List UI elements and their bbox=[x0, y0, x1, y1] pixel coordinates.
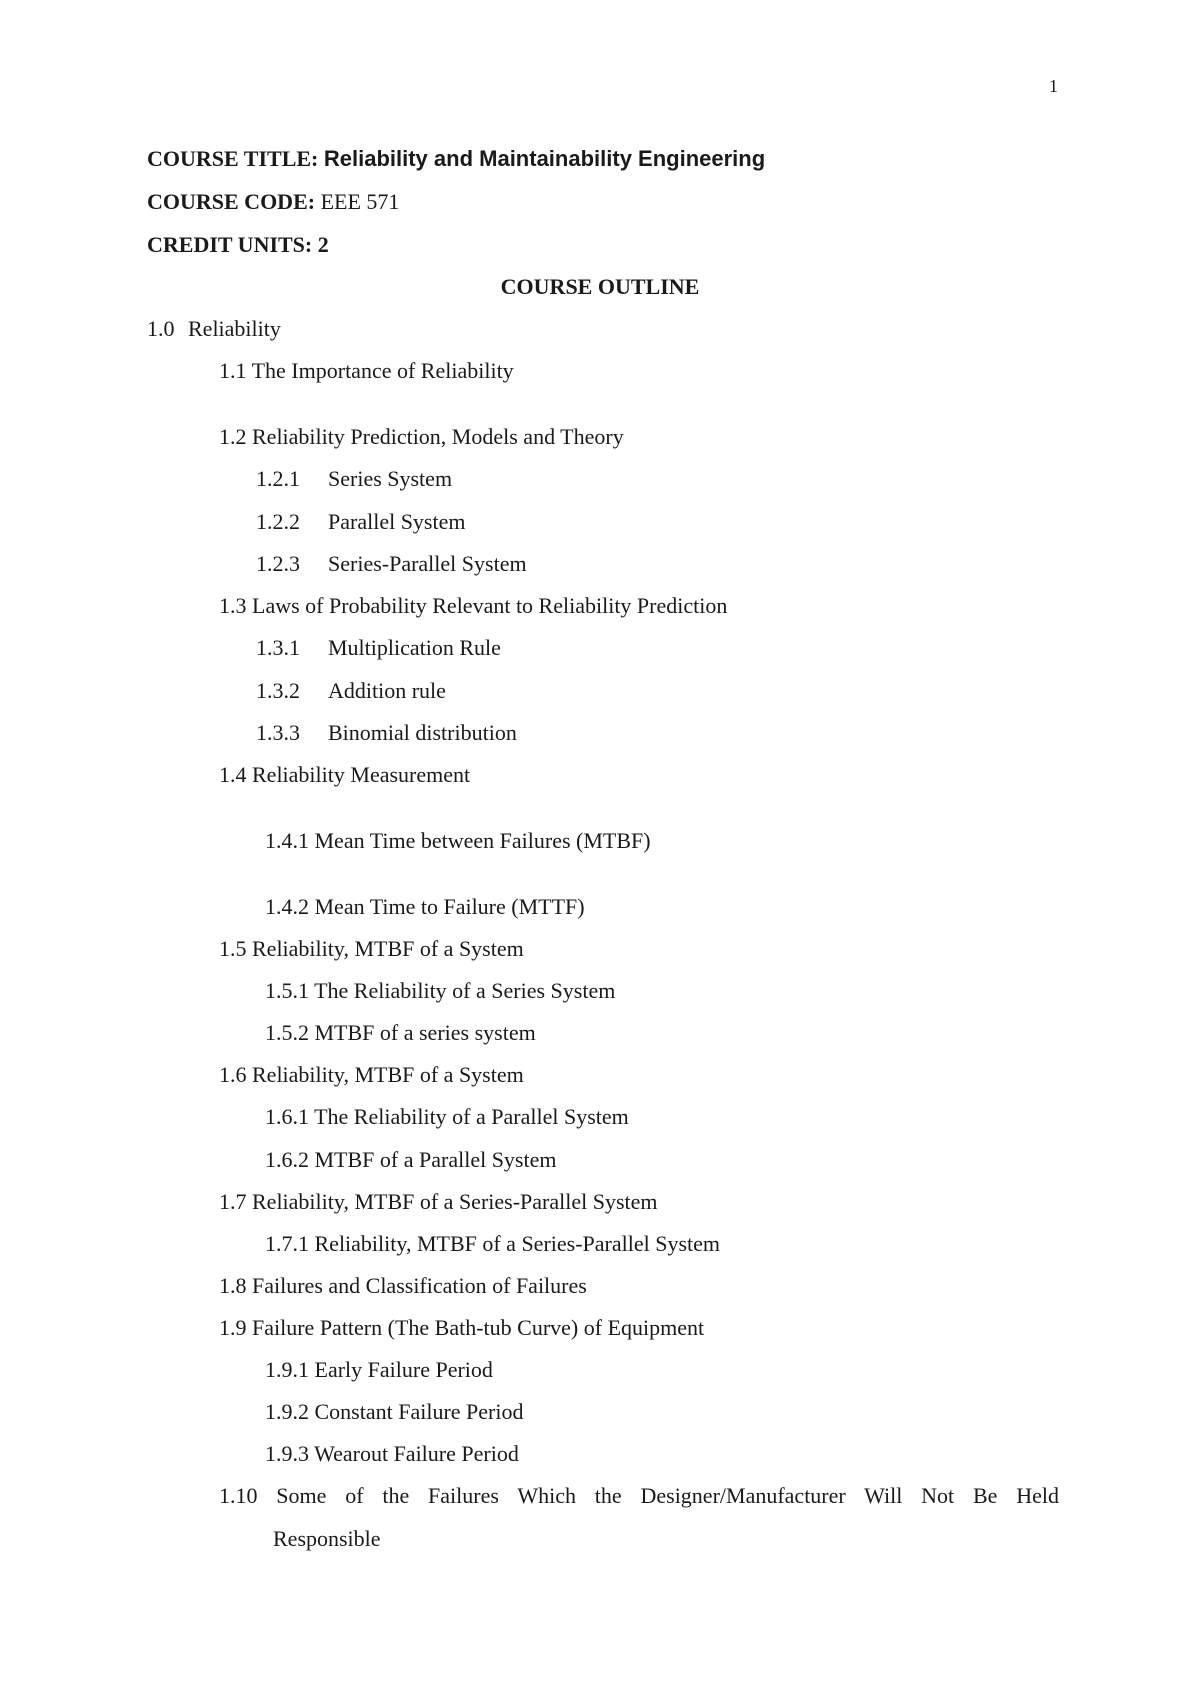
outline-item-1-1: 1.1 The Importance of Reliability bbox=[219, 358, 514, 383]
outline-item-number: 1.2.3 bbox=[256, 551, 300, 576]
outline-item-text: Binomial distribution bbox=[328, 720, 517, 745]
outline-item-1-9-1: 1.9.1 Early Failure Period bbox=[265, 1357, 493, 1382]
outline-item-number: 1.2.2 bbox=[256, 509, 300, 534]
outline-item-1-4: 1.4 Reliability Measurement bbox=[219, 762, 471, 787]
course-title-value: Reliability and Maintainability Engineering bbox=[323, 146, 766, 171]
outline-item-text: Series System bbox=[328, 466, 453, 491]
outline-item-1-10-continuation: Responsible bbox=[273, 1526, 381, 1551]
outline-item-1-9: 1.9 Failure Pattern (The Bath-tub Curve) of Equipment bbox=[219, 1315, 705, 1340]
section-title: Reliability bbox=[188, 316, 281, 341]
outline-item-1-2: 1.2 Reliability Prediction, Models and Theory bbox=[219, 424, 624, 449]
credit-units-line bbox=[147, 232, 329, 258]
outline-item-text: Multiplication Rule bbox=[328, 635, 501, 660]
credit-units-label: CREDIT UNITS: 2 bbox=[147, 232, 329, 257]
outline-item-1-3-2 bbox=[256, 678, 446, 704]
outline-item-1-5-1: 1.5.1 The Reliability of a Series System bbox=[265, 978, 616, 1003]
section-number: 1.0 bbox=[147, 316, 175, 341]
outline-item-1-10: 1.10 Some of the Failures Which the Designer/Manufacturer Will Not Be Held bbox=[219, 1483, 1059, 1508]
outline-item-1-2-2 bbox=[256, 509, 465, 535]
outline-item-text: Addition rule bbox=[328, 678, 446, 703]
course-title-label: COURSE TITLE: bbox=[147, 146, 319, 171]
outline-item-1-2-3 bbox=[256, 551, 527, 577]
page-number: 1 bbox=[1049, 76, 1058, 96]
outline-item-text: Parallel System bbox=[328, 509, 466, 534]
section-heading bbox=[147, 316, 281, 342]
outline-item-1-6-2: 1.6.2 MTBF of a Parallel System bbox=[265, 1147, 557, 1172]
outline-item-1-5: 1.5 Reliability, MTBF of a System bbox=[219, 936, 524, 961]
outline-item-number: 1.3.3 bbox=[256, 720, 300, 745]
outline-item-1-6-1: 1.6.1 The Reliability of a Parallel System bbox=[265, 1104, 629, 1129]
outline-item-1-3: 1.3 Laws of Probability Relevant to Reliability Prediction bbox=[219, 593, 728, 618]
outline-item-1-8: 1.8 Failures and Classification of Failures bbox=[219, 1273, 587, 1298]
outline-item-number: 1.3.1 bbox=[256, 635, 300, 660]
outline-item-1-4-1: 1.4.1 Mean Time between Failures (MTBF) bbox=[265, 828, 651, 853]
outline-item-number: 1.3.2 bbox=[256, 678, 300, 703]
outline-item-1-2-1 bbox=[256, 466, 452, 492]
course-outline-heading: COURSE OUTLINE bbox=[500, 274, 700, 299]
outline-item-1-6: 1.6 Reliability, MTBF of a System bbox=[219, 1062, 524, 1087]
course-code-line bbox=[147, 189, 399, 215]
outline-item-1-9-3: 1.9.3 Wearout Failure Period bbox=[265, 1441, 519, 1466]
outline-item-text: Series-Parallel System bbox=[328, 551, 527, 576]
course-title-line bbox=[147, 146, 765, 172]
outline-item-1-9-2: 1.9.2 Constant Failure Period bbox=[265, 1399, 524, 1424]
course-code-value: EEE 571 bbox=[320, 189, 400, 214]
outline-item-1-7-1: 1.7.1 Reliability, MTBF of a Series-Parallel System bbox=[265, 1231, 721, 1256]
outline-item-number: 1.2.1 bbox=[256, 466, 300, 491]
outline-item-1-4-2: 1.4.2 Mean Time to Failure (MTTF) bbox=[265, 894, 585, 919]
outline-item-1-7: 1.7 Reliability, MTBF of a Series-Parallel System bbox=[219, 1189, 658, 1214]
outline-item-1-3-1 bbox=[256, 635, 501, 661]
outline-item-1-5-2: 1.5.2 MTBF of a series system bbox=[265, 1020, 536, 1045]
outline-item-1-3-3 bbox=[256, 720, 517, 746]
course-code-label: COURSE CODE: bbox=[147, 189, 316, 214]
